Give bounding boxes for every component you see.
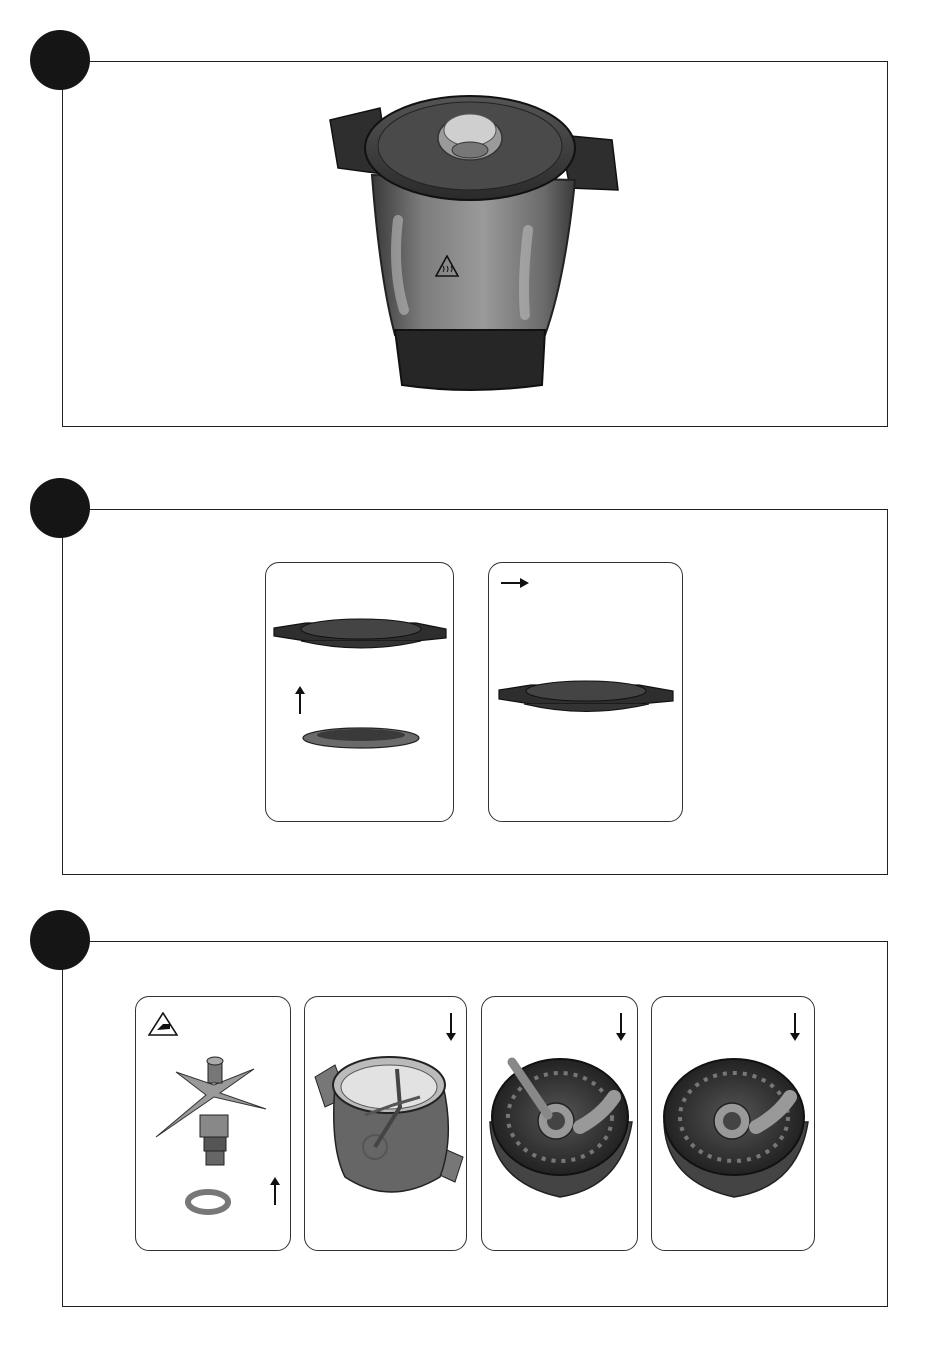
section-2-badge (30, 478, 90, 538)
step-panel-blade-in-bowl (304, 996, 467, 1251)
right-arrow-icon (500, 576, 530, 590)
figure-section-2 (62, 509, 888, 875)
hot-surface-warning-icon (435, 255, 459, 277)
up-arrow-icon-section-3 (268, 1176, 282, 1206)
down-arrow-icon-panel-3 (614, 1012, 628, 1042)
cooking-bowl-illustration (320, 80, 630, 400)
up-arrow-icon (293, 685, 307, 715)
cut-hazard-warning-icon (148, 1012, 178, 1036)
section-3-badge (30, 910, 90, 970)
step-panel-lid-assembled (488, 562, 683, 822)
section-1-badge (30, 30, 90, 90)
down-arrow-icon-panel-4 (788, 1012, 802, 1042)
down-arrow-icon (444, 1012, 458, 1042)
